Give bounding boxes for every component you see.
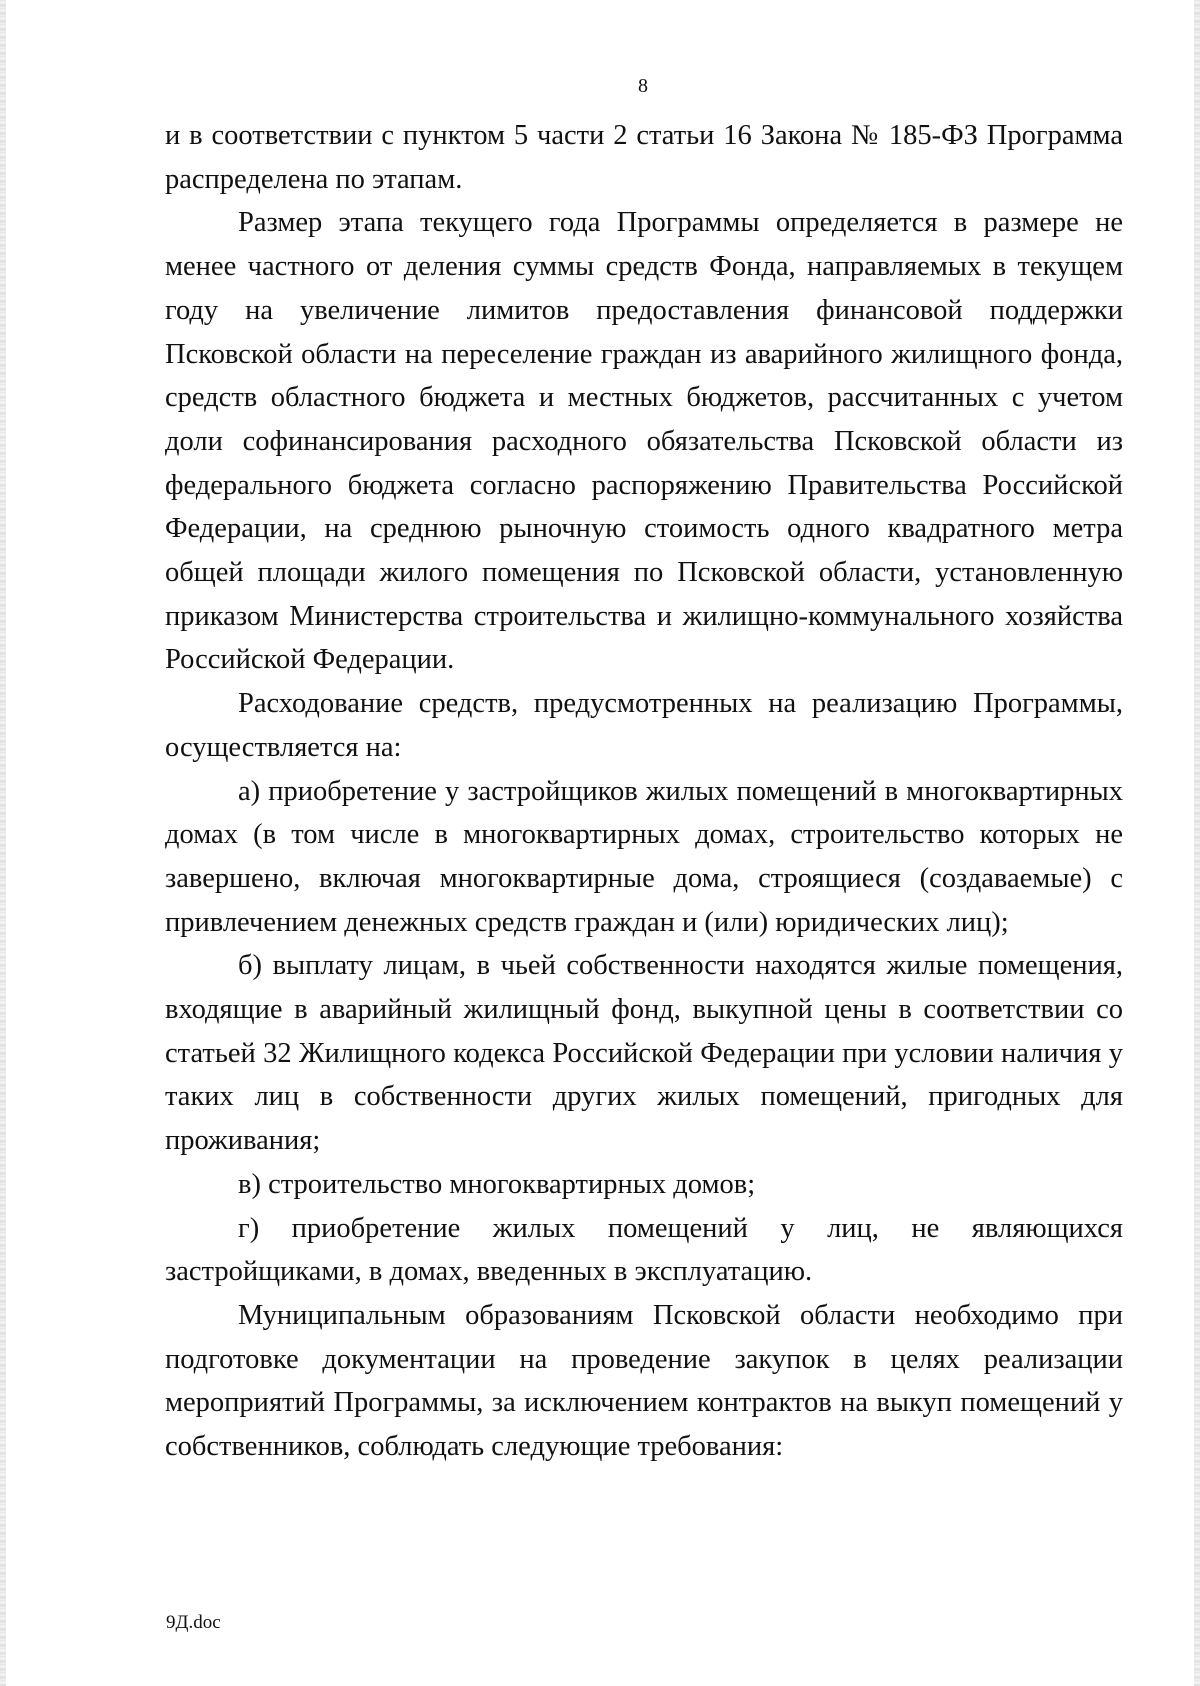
- paragraph-continuation: и в соответствии с пунктом 5 части 2 статьи 16 Закона № 185-ФЗ Программа распределена по этапам.: [165, 120, 1123, 195]
- list-item-b: б) выплату лицам, в чьей собственности находятся жилые помещения, входящие в аварийный жилищный фонд, выкупной цены в соответствии со статьей 32 Жилищного кодекса Российской Федерации при условии наличия у таких лиц в собственности других жилых помещений, пригодных для проживания;: [165, 950, 1123, 1157]
- list-item-g: г) приобретение жилых помещений у лиц, не являющихся застройщиками, в домах, введенных в эксплуатацию.: [165, 1212, 1123, 1288]
- scan-edge-left: [0, 0, 6, 1686]
- page-number: 8: [638, 75, 648, 97]
- paragraph-stage-size: Размер этапа текущего года Программы определяется в размере не менее частного от деления суммы средств Фонда, направляемых в текущем году на увеличение лимитов предоставления финансовой поддержки Псковской области на переселение граждан из аварийного жилищного фонда, средств областного бюджета и местных бюджетов, рассчитанных с учетом доли софинансирования расходного обязательства Псковской области из федерального бюджета согласно распоряжению Правительства Российской Федерации, на среднюю рыночную стоимость одного квадратного метра общей площади жилого помещения по Псковской области, установленную приказом Министерства строительства и жилищно-коммунального хозяйства Российской Федерации.: [165, 207, 1123, 676]
- paragraph-spending-intro: Расходование средств, предусмотренных на реализацию Программы, осуществляется на:: [165, 688, 1123, 763]
- paragraph-municipal-requirements: Муниципальным образованиям Псковской области необходимо при подготовке документации на проведение закупок в целях реализации мероприятий Программы, за исключением контрактов на выкуп помещений у собственников, соблюдать следующие требования:: [165, 1299, 1123, 1463]
- list-item-v: в) строительство многоквартирных домов;: [238, 1168, 756, 1200]
- footer-filename: 9Д.doc: [166, 1612, 221, 1633]
- list-item-a: а) приобретение у застройщиков жилых помещений в многоквартирных домах (в том числе в многоквартирных домах, строительство которых не завершено, включая многоквартирные дома, строящиеся (создаваемые) с привлечением денежных средств граждан и (или) юридических лиц);: [165, 775, 1123, 938]
- document-body: [165, 114, 1123, 1469]
- scan-edge-right: [1194, 0, 1200, 1686]
